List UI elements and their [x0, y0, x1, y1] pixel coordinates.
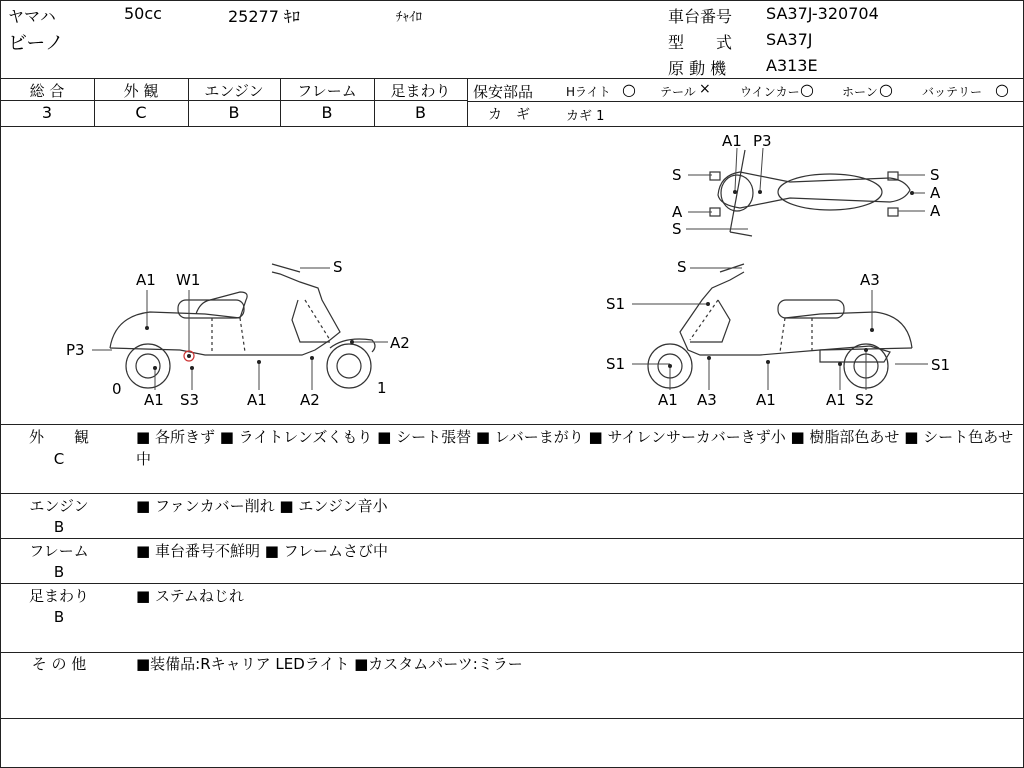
damage-dots	[145, 190, 914, 370]
suspension-grade-label: 足まわり	[390, 82, 451, 100]
tail-mark: ×	[699, 81, 711, 97]
exterior-section-label: 外 観	[28, 428, 89, 446]
label-left-a2-top: A2	[390, 334, 410, 352]
label-left-a1-c: A1	[247, 391, 267, 409]
other-comments: ■装備品:Rキャリア LEDライト ■カスタムパーツ:ミラー	[136, 655, 523, 673]
label-top-a-left: A	[672, 203, 683, 221]
label-right-s1-top: S1	[606, 295, 626, 313]
frame-section-grade: B	[53, 563, 65, 581]
tail-label: テール	[660, 85, 696, 99]
label-top-a-right2: A	[930, 202, 941, 220]
engine-grade: B	[228, 103, 240, 122]
displacement: 50cc	[124, 4, 162, 23]
label-top-p3: P3	[753, 132, 772, 150]
frame-no-label: 車台番号	[668, 7, 733, 26]
exterior-grade: C	[135, 103, 147, 122]
exterior-section-grade: C	[53, 450, 65, 468]
suspension-section-label: 足まわり	[28, 587, 89, 605]
mileage: 25277 ｷﾛ	[228, 7, 300, 26]
key-value: カギ 1	[566, 109, 605, 124]
label-left-a1-b: A1	[144, 391, 164, 409]
safety-label: 保安部品	[473, 83, 534, 101]
right-view-labels	[606, 258, 950, 409]
horn-mark: ○	[879, 80, 893, 99]
label-top-a1: A1	[722, 132, 742, 150]
label-right-s1-right: S1	[931, 356, 951, 374]
winker-label: ウインカー	[740, 85, 800, 99]
frame-comments: ■ 車台番号不鮮明 ■ フレームさび中	[136, 542, 389, 560]
frame-grade-label: フレーム	[297, 82, 357, 100]
damage-diagram	[0, 126, 1024, 424]
label-left-s3: S3	[180, 391, 200, 409]
label-top-s-right: S	[930, 166, 940, 184]
overall-label: 総 合	[29, 82, 65, 100]
exterior-comments: ■ 各所きず ■ ライトレンズくもり ■ シート張替 ■ レバーまがり ■ サイレンサーカバーきず小 ■ 樹脂部色あせ ■ シート色あせ中	[136, 428, 1014, 468]
label-right-a3: A3	[697, 391, 717, 409]
engine-code: A313E	[766, 56, 818, 75]
engine-section-grade: B	[53, 518, 65, 536]
label-top-a-right: A	[930, 184, 941, 202]
overall-grade: 3	[41, 103, 53, 122]
engine-comments: ■ ファンカバー削れ ■ エンジン音小	[136, 497, 388, 515]
leader-lines	[92, 148, 928, 390]
winker-mark: ○	[800, 80, 814, 99]
label-left-p3: P3	[66, 341, 85, 359]
exterior-grade-label: 外 観	[123, 82, 159, 100]
label-left-s: S	[333, 258, 343, 276]
label-left-1: 1	[377, 379, 387, 397]
label-right-s: S	[677, 258, 687, 276]
top-view-labels	[672, 132, 941, 238]
model-code: SA37J	[766, 30, 813, 49]
scooter-top-view	[710, 150, 910, 236]
label-top-s-left: S	[672, 166, 682, 184]
label-left-0: 0	[112, 380, 122, 398]
headlight-label: Hライト	[566, 85, 611, 99]
engine-grade-label: エンジン	[204, 82, 264, 100]
label-right-s2: S2	[855, 391, 875, 409]
frame-section-label: フレーム	[29, 542, 89, 560]
frame-grade: B	[321, 103, 333, 122]
label-left-w1: W1	[176, 271, 201, 289]
suspension-section-grade: B	[53, 608, 65, 626]
maker: ヤマハ	[8, 7, 56, 26]
battery-label: バッテリー	[922, 85, 983, 99]
label-left-a1: A1	[136, 271, 156, 289]
label-right-a1-c: A1	[756, 391, 776, 409]
battery-mark: ○	[995, 80, 1009, 99]
key-label: カ ギ	[488, 107, 530, 123]
model-name: ビーノ	[8, 32, 64, 54]
horn-label: ホーン	[842, 85, 878, 99]
frame-no: SA37J-320704	[766, 4, 879, 23]
label-right-a3-top: A3	[860, 271, 880, 289]
other-section-label: そ の 他	[31, 655, 87, 673]
suspension-grade: B	[415, 103, 426, 122]
label-right-a1-d: A1	[826, 391, 846, 409]
suspension-comments: ■ ステムねじれ	[136, 587, 244, 605]
color: ﾁｬｲﾛ	[396, 10, 422, 25]
label-top-s-bottom: S	[672, 220, 682, 238]
headlight-mark: ○	[622, 80, 636, 99]
label-left-a2: A2	[300, 391, 320, 409]
engine-code-label: 原 動 機	[668, 59, 727, 78]
label-right-a1-b: A1	[658, 391, 678, 409]
engine-section-label: エンジン	[29, 497, 89, 515]
label-right-s1-left: S1	[606, 355, 626, 373]
model-code-label: 型 式	[668, 33, 733, 52]
